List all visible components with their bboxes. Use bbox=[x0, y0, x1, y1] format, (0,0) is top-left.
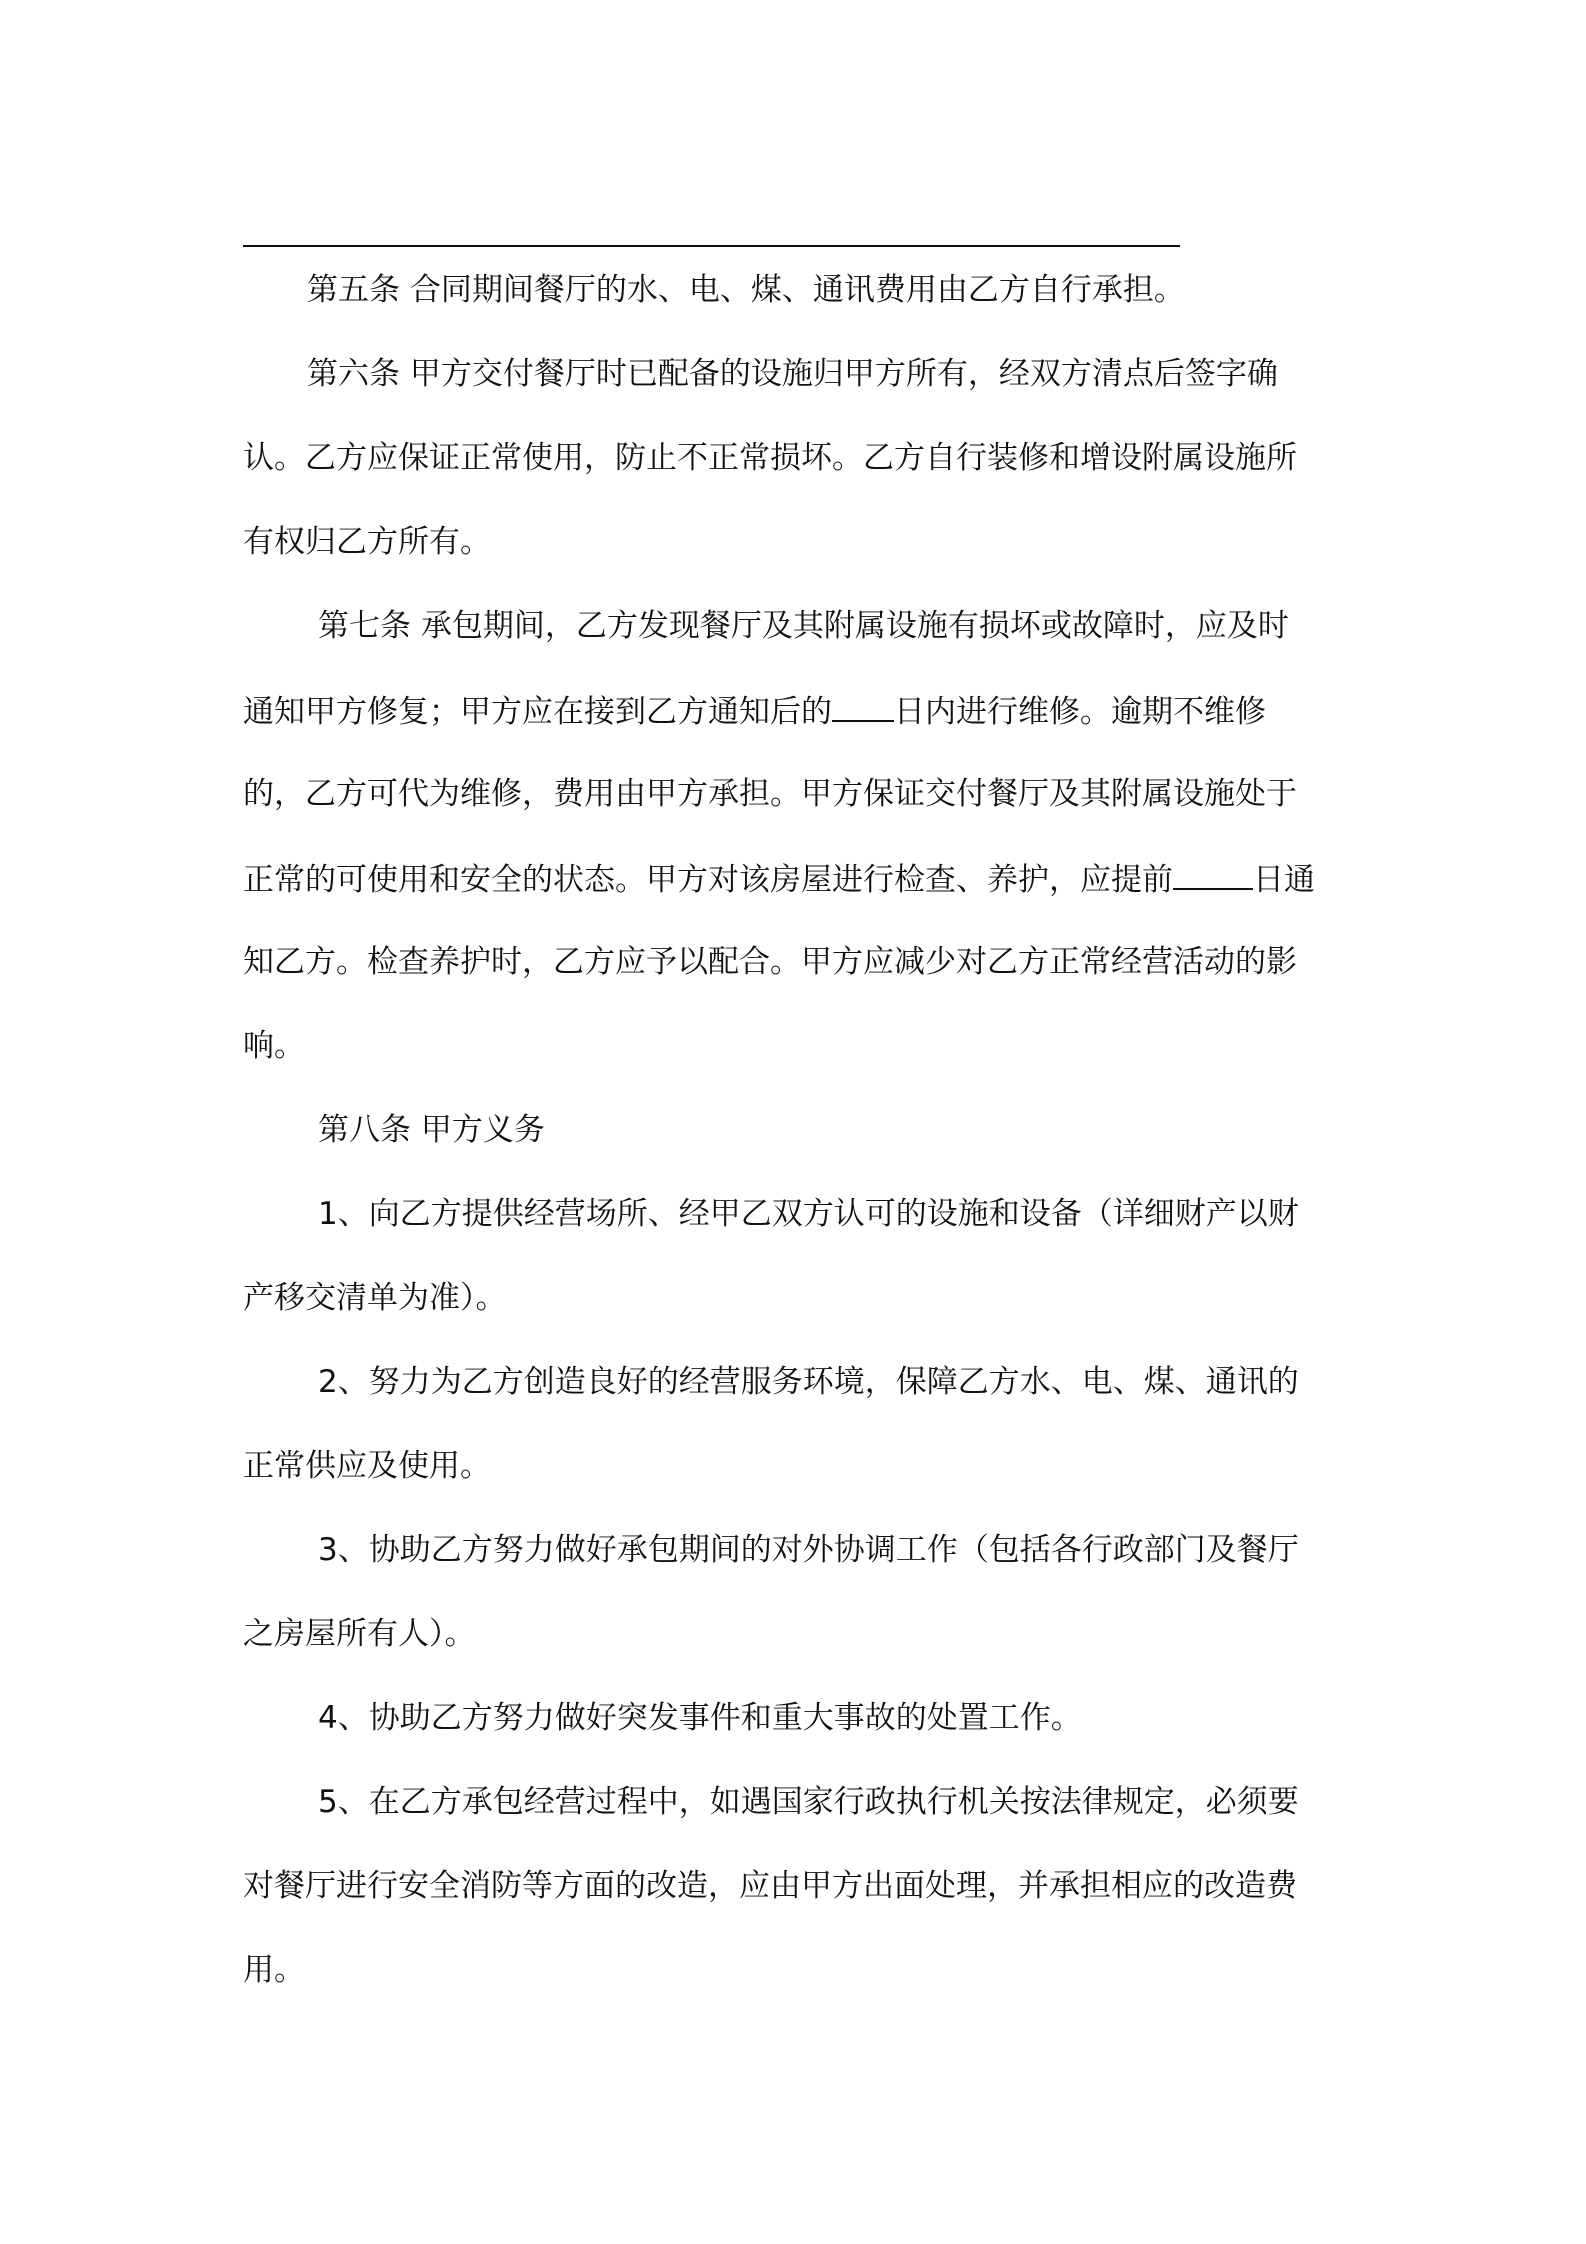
fill-in-blank-days bbox=[832, 690, 894, 722]
item-2-line-2: 正常供应及使用。 bbox=[243, 1448, 491, 1484]
article-6-line-3: 有权归乙方所有。 bbox=[243, 524, 491, 560]
item-5-line-1: 5、在乙方承包经营过程中，如遇国家行政执行机关按法律规定，必须要 bbox=[318, 1784, 1299, 1820]
article-5-line-1: 第五条 合同期间餐厅的水、电、煤、通讯费用由乙方自行承担。 bbox=[307, 272, 1185, 308]
article-7-line-4 bbox=[243, 858, 1315, 900]
article-7-line-2 bbox=[243, 690, 1266, 732]
article-7-line-1: 第七条 承包期间，乙方发现餐厅及其附属设施有损坏或故障时，应及时 bbox=[318, 608, 1289, 644]
article-7-line-4-text-a: 正常的可使用和安全的状态。甲方对该房屋进行检查、养护，应提前 bbox=[243, 862, 1173, 898]
fill-in-blank-notice bbox=[1173, 858, 1253, 890]
article-6-line-2: 认。乙方应保证正常使用，防止不正常损坏。乙方自行装修和增设附属设施所 bbox=[243, 440, 1297, 476]
article-7-line-6: 响。 bbox=[243, 1028, 305, 1064]
article-7-line-5: 知乙方。检查养护时，乙方应予以配合。甲方应减少对乙方正常经营活动的影 bbox=[243, 944, 1297, 980]
item-5-line-3: 用。 bbox=[243, 1952, 305, 1988]
item-4-line-1: 4、协助乙方努力做好突发事件和重大事故的处置工作。 bbox=[318, 1700, 1082, 1736]
item-5-line-2: 对餐厅进行安全消防等方面的改造，应由甲方出面处理，并承担相应的改造费 bbox=[243, 1868, 1297, 1904]
article-8-heading: 第八条 甲方义务 bbox=[318, 1112, 545, 1148]
article-7-line-4-text-b: 日通 bbox=[1253, 862, 1315, 898]
item-1-line-2: 产移交清单为准）。 bbox=[243, 1280, 507, 1316]
article-7-line-3: 的，乙方可代为维修，费用由甲方承担。甲方保证交付餐厅及其附属设施处于 bbox=[243, 776, 1297, 812]
item-2-line-1: 2、努力为乙方创造良好的经营服务环境，保障乙方水、电、煤、通讯的 bbox=[318, 1364, 1299, 1400]
item-3-line-2: 之房屋所有人）。 bbox=[243, 1616, 476, 1652]
article-6-line-1: 第六条 甲方交付餐厅时已配备的设施归甲方所有，经双方清点后签字确 bbox=[307, 356, 1278, 392]
header-rule bbox=[243, 245, 1180, 247]
item-3-line-1: 3、协助乙方努力做好承包期间的对外协调工作（包括各行政部门及餐厅 bbox=[318, 1532, 1299, 1568]
article-7-line-2-text-b: 日内进行维修。逾期不维修 bbox=[894, 694, 1266, 730]
article-7-line-2-text-a: 通知甲方修复；甲方应在接到乙方通知后的 bbox=[243, 694, 832, 730]
item-1-line-1: 1、向乙方提供经营场所、经甲乙双方认可的设施和设备（详细财产以财 bbox=[318, 1196, 1299, 1232]
